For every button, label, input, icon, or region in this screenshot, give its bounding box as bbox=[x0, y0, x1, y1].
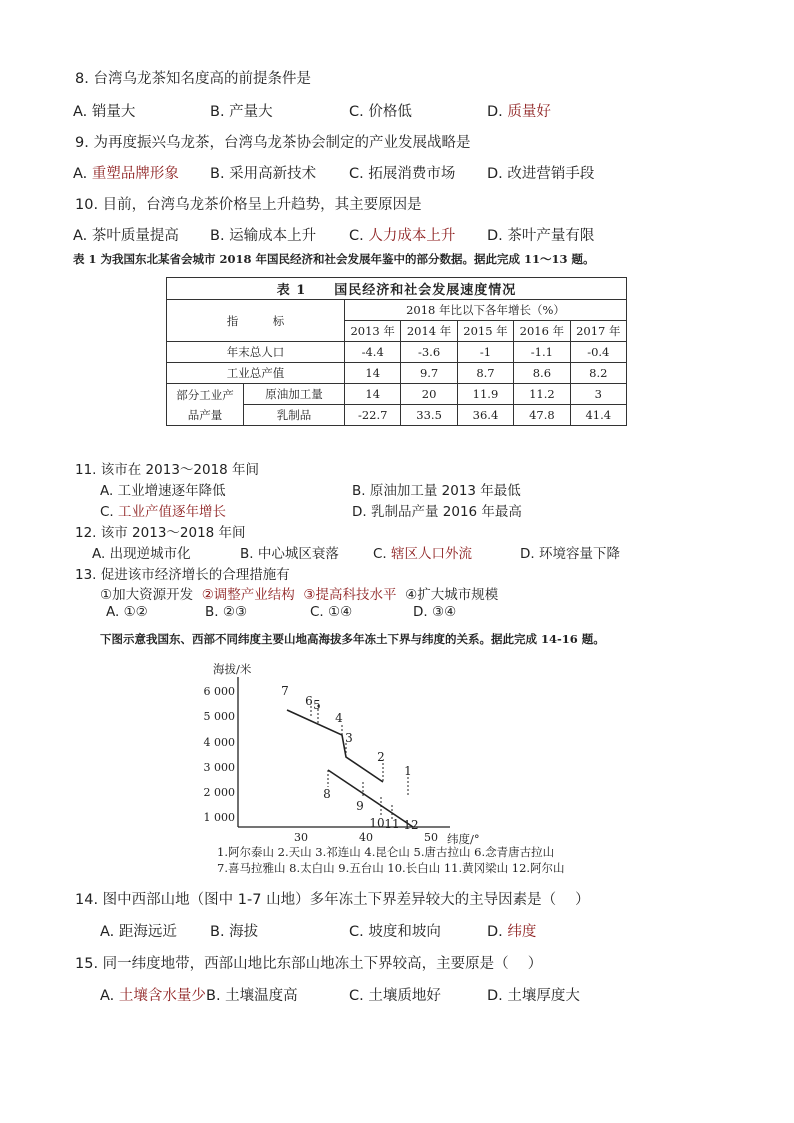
q13-option-b: B. ②③ bbox=[205, 604, 248, 620]
y-tick-label: 4 000 bbox=[203, 736, 235, 749]
table-cell: 8.6 bbox=[514, 363, 570, 384]
q10-option-b: B. 运输成本上升 bbox=[210, 228, 317, 244]
mountain-label: 5 bbox=[313, 698, 321, 712]
table-cell: -1.1 bbox=[514, 342, 570, 363]
table-year-header: 2017 年 bbox=[570, 321, 626, 342]
mountain-label: 11 bbox=[384, 817, 400, 831]
q8-option-d: D. 质量好 bbox=[487, 104, 551, 120]
q10-option-a: A. 茶叶质量提高 bbox=[73, 228, 179, 244]
q14-stem: 14. 图中西部山地（图中 1-7 山地）多年冻土下界差异较大的主导因素是（ ） bbox=[75, 892, 590, 908]
table-1 bbox=[166, 277, 627, 426]
row-label: 原油加工量 bbox=[244, 384, 345, 405]
table-cell: 20 bbox=[401, 384, 457, 405]
q8-stem: 8. 台湾乌龙茶知名度高的前提条件是 bbox=[75, 71, 311, 87]
table-cell: 8.7 bbox=[457, 363, 513, 384]
q14-option-d: D. 纬度 bbox=[487, 924, 537, 940]
table-year-header: 2015 年 bbox=[457, 321, 513, 342]
table-row bbox=[167, 363, 627, 384]
q9-option-b: B. 采用高新技术 bbox=[210, 166, 317, 182]
q13-measures: ①加大资源开发 ②调整产业结构 ③提高科技水平 ④扩大城市规模 bbox=[100, 587, 499, 603]
y-tick-label: 3 000 bbox=[203, 761, 235, 774]
q12-option-d: D. 环境容量下降 bbox=[520, 546, 620, 562]
permafrost-figure bbox=[195, 655, 595, 880]
q12-option-a: A. 出现逆城市化 bbox=[92, 546, 191, 562]
q13-option-d: D. ③④ bbox=[413, 604, 457, 620]
q11-option-d: D. 乳制品产量 2016 年最高 bbox=[352, 504, 522, 520]
table-cell: -22.7 bbox=[345, 405, 401, 426]
row-label: 乳制品 bbox=[244, 405, 345, 426]
q8-option-b: B. 产量大 bbox=[210, 104, 273, 120]
row-label: 工业总产值 bbox=[167, 363, 345, 384]
y-tick-label: 5 000 bbox=[203, 710, 235, 723]
q11-option-a: A. 工业增速逐年降低 bbox=[100, 483, 226, 499]
q10-option-c: C. 人力成本上升 bbox=[349, 228, 456, 244]
mountain-label: 8 bbox=[323, 787, 331, 801]
q12-option-c: C. 辖区人口外流 bbox=[373, 546, 473, 562]
q12-option-b: B. 中心城区衰落 bbox=[240, 546, 339, 562]
q13-option-a: A. ①② bbox=[106, 604, 148, 620]
q13-option-c: C. ①④ bbox=[310, 604, 353, 620]
q12-stem: 12. 该市 2013～2018 年间 bbox=[75, 525, 246, 541]
x-tick-label: 40 bbox=[359, 831, 373, 844]
q14-option-b: B. 海拔 bbox=[210, 924, 259, 940]
group-label: 部分工业产 品产量 bbox=[167, 384, 244, 426]
table-cell: 9.7 bbox=[401, 363, 457, 384]
mountain-label: 2 bbox=[377, 750, 385, 764]
table-growth-header: 2018 年比以下各年增长（%） bbox=[345, 300, 627, 321]
mountain-label: 12 bbox=[403, 818, 419, 832]
intro-11-13: 表 1 为我国东北某省会城市 2018 年国民经济和社会发展年鉴中的部分数据。据此完成 11～13 题。 bbox=[73, 252, 595, 266]
q15-option-a: A. 土壤含水量少 bbox=[100, 988, 206, 1004]
q9-option-a: A. 重塑品牌形象 bbox=[73, 166, 179, 182]
q11-stem: 11. 该市在 2013～2018 年间 bbox=[75, 462, 260, 478]
table-cell: 14 bbox=[345, 363, 401, 384]
q10-stem: 10. 目前，台湾乌龙茶价格呈上升趋势，其主要原因是 bbox=[75, 197, 422, 213]
table-indicator-header: 指 标 bbox=[167, 300, 345, 342]
q13-stem: 13. 促进该市经济增长的合理措施有 bbox=[75, 567, 290, 583]
q11-option-c: C. 工业产值逐年增长 bbox=[100, 504, 227, 520]
q8-option-c: C. 价格低 bbox=[349, 104, 412, 120]
table-cell: -3.6 bbox=[401, 342, 457, 363]
q11-option-b: B. 原油加工量 2013 年最低 bbox=[352, 483, 521, 499]
table-cell: -4.4 bbox=[345, 342, 401, 363]
q15-option-b: B. 土壤温度高 bbox=[206, 988, 298, 1004]
mountain-label: 10 bbox=[369, 816, 385, 830]
table-cell: 36.4 bbox=[457, 405, 513, 426]
table-cell: 47.8 bbox=[514, 405, 570, 426]
table-year-header: 2014 年 bbox=[401, 321, 457, 342]
table-cell: 11.2 bbox=[514, 384, 570, 405]
table-year-header: 2013 年 bbox=[345, 321, 401, 342]
figure-legend-line-2: 7.喜马拉雅山 8.太白山 9.五台山 10.长白山 11.黄冈梁山 12.阿尔山 bbox=[217, 861, 565, 875]
table-cell: 41.4 bbox=[570, 405, 626, 426]
q15-option-d: D. 土壤厚度大 bbox=[487, 988, 580, 1004]
figure-legend-line-1: 1.阿尔泰山 2.天山 3.祁连山 4.昆仑山 5.唐古拉山 6.念青唐古拉山 bbox=[217, 845, 555, 859]
q14-option-c: C. 坡度和坡向 bbox=[349, 924, 441, 940]
q10-option-d: D. 茶叶产量有限 bbox=[487, 228, 595, 244]
row-label: 年末总人口 bbox=[167, 342, 345, 363]
table-cell: -1 bbox=[457, 342, 513, 363]
table-cell: 33.5 bbox=[401, 405, 457, 426]
table-cell: 3 bbox=[570, 384, 626, 405]
mountain-label: 3 bbox=[345, 731, 353, 745]
q15-option-c: C. 土壤质地好 bbox=[349, 988, 441, 1004]
q14-option-a: A. 距海远近 bbox=[100, 924, 177, 940]
y-tick-label: 1 000 bbox=[203, 811, 235, 824]
table-caption: 表 1 国民经济和社会发展速度情况 bbox=[167, 278, 627, 300]
mountain-label: 1 bbox=[404, 764, 412, 778]
table-year-header: 2016 年 bbox=[514, 321, 570, 342]
table-cell: 8.2 bbox=[570, 363, 626, 384]
table-row bbox=[167, 384, 627, 405]
mountain-label: 6 bbox=[305, 694, 313, 708]
intro-14-16: 下图示意我国东、西部不同纬度主要山地高海拔多年冻土下界与纬度的关系。据此完成 14-16 题。 bbox=[100, 632, 605, 646]
mountain-label: 4 bbox=[335, 711, 343, 725]
table-cell: 14 bbox=[345, 384, 401, 405]
y-tick-label: 2 000 bbox=[203, 786, 235, 799]
table-row bbox=[167, 342, 627, 363]
q8-option-a: A. 销量大 bbox=[73, 104, 136, 120]
table-cell: 11.9 bbox=[457, 384, 513, 405]
q15-stem: 15. 同一纬度地带，西部山地比东部山地冻土下界较高，主要原是（ ） bbox=[75, 956, 543, 972]
y-axis-label: 海拔/米 bbox=[213, 662, 252, 676]
q9-option-d: D. 改进营销手段 bbox=[487, 166, 595, 182]
table-cell: -0.4 bbox=[570, 342, 626, 363]
q9-stem: 9. 为再度振兴乌龙茶，台湾乌龙茶协会制定的产业发展战略是 bbox=[75, 135, 471, 151]
x-tick-label: 30 bbox=[294, 831, 308, 844]
mountain-label: 7 bbox=[281, 684, 289, 698]
mountain-label: 9 bbox=[356, 799, 364, 813]
y-tick-label: 6 000 bbox=[203, 685, 235, 698]
x-tick-label: 50 bbox=[424, 831, 438, 844]
q9-option-c: C. 拓展消费市场 bbox=[349, 166, 456, 182]
x-axis-label: 纬度/° bbox=[447, 832, 480, 846]
